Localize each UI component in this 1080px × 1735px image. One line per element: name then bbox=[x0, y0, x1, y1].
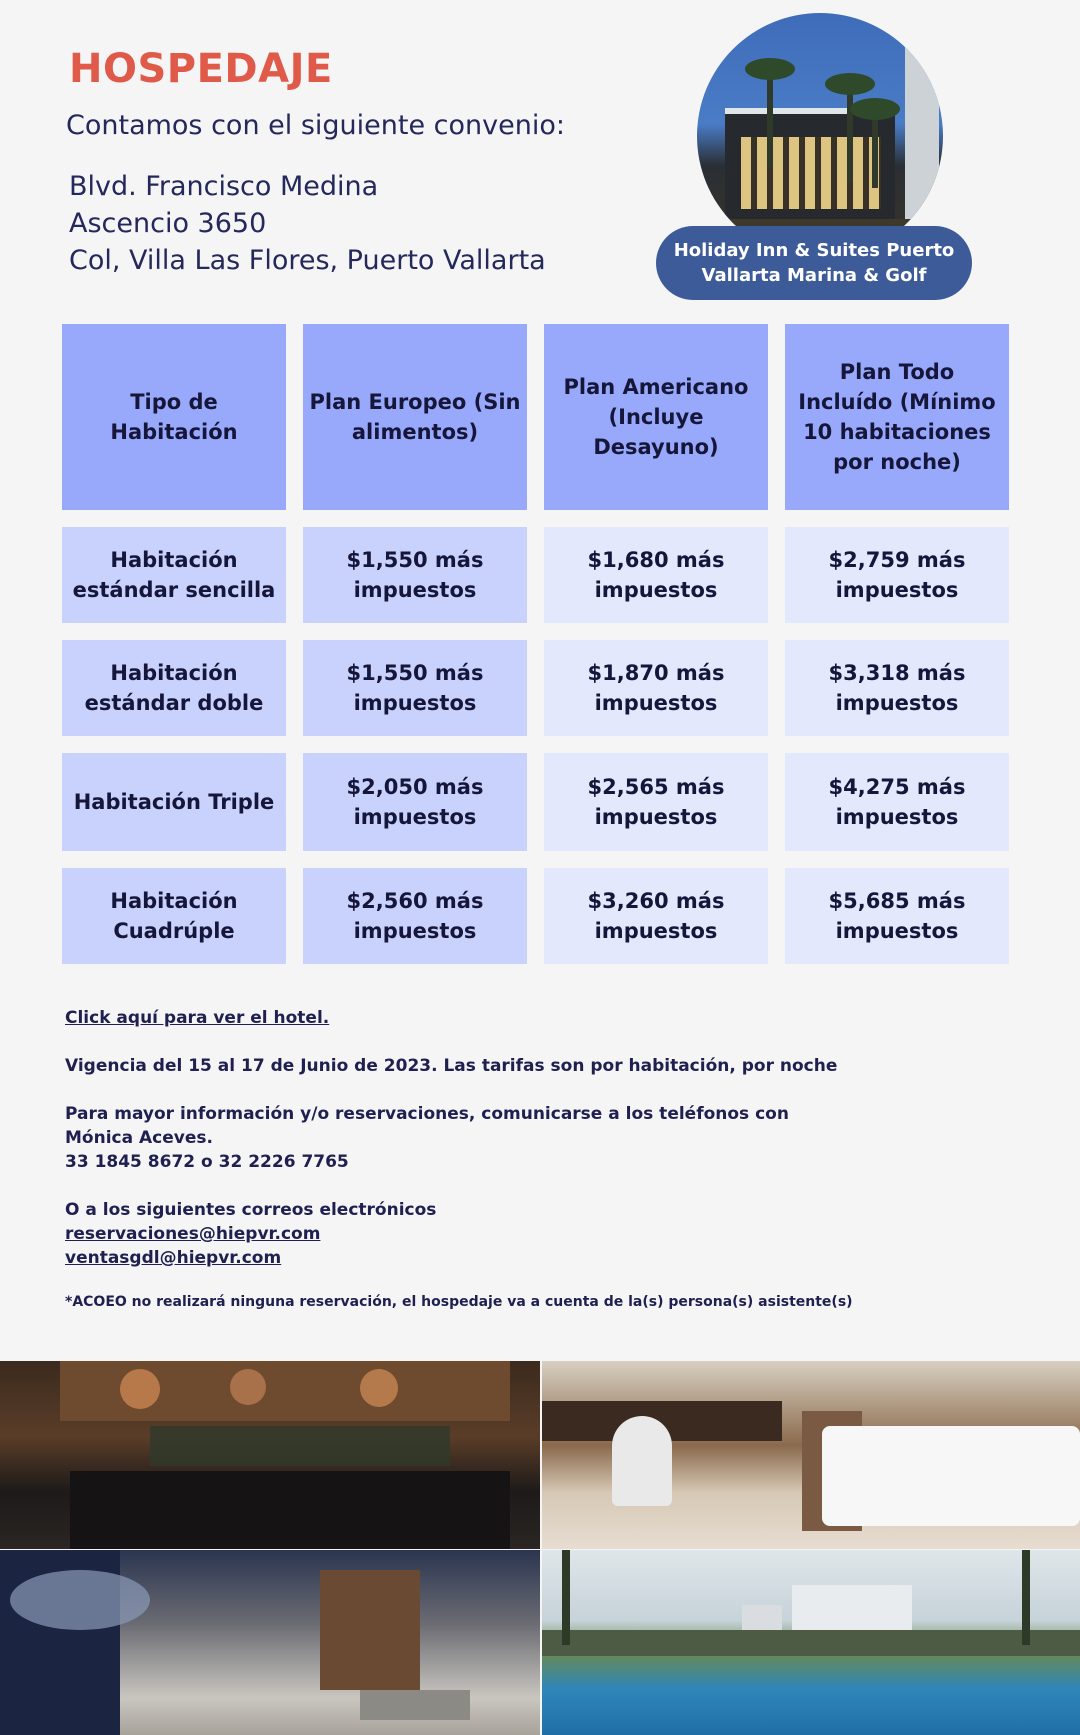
validity-text: Vigencia del 15 al 17 de Junio de 2023. Las tarifas son por habitación, por noche bbox=[65, 1056, 838, 1076]
room-type-cell: Habitación estándar doble bbox=[62, 640, 286, 736]
price-cell: $2,050 más impuestos bbox=[303, 753, 527, 851]
price-cell: $4,275 más impuestos bbox=[785, 753, 1009, 851]
email-link-ventas[interactable]: ventasgdl@hiepvr.com bbox=[65, 1248, 282, 1268]
hotel-name-line: Vallarta Marina & Golf bbox=[701, 265, 927, 286]
price-cell: $2,565 más impuestos bbox=[544, 753, 768, 851]
pool-photo bbox=[542, 1550, 1080, 1735]
contact-name: Mónica Aceves. bbox=[65, 1128, 213, 1148]
price-cell: $2,759 más impuestos bbox=[785, 527, 1009, 623]
address-line: Ascencio 3650 bbox=[69, 208, 267, 239]
price-cell: $1,550 más impuestos bbox=[303, 527, 527, 623]
hotel-address bbox=[69, 168, 546, 279]
price-cell: $2,560 más impuestos bbox=[303, 868, 527, 964]
phone-numbers: 33 1845 8672 o 32 2226 7765 bbox=[65, 1152, 349, 1172]
price-cell: $1,680 más impuestos bbox=[544, 527, 768, 623]
price-cell: $5,685 más impuestos bbox=[785, 868, 1009, 964]
price-cell: $3,318 más impuestos bbox=[785, 640, 1009, 736]
price-cell: $3,260 más impuestos bbox=[544, 868, 768, 964]
room-photo bbox=[542, 1361, 1080, 1549]
hotel-name-badge bbox=[656, 226, 972, 300]
view-hotel-link[interactable]: Click aquí para ver el hotel. bbox=[65, 1008, 330, 1028]
header-plan-americano: Plan Americano (Incluye Desayuno) bbox=[544, 324, 768, 510]
hotel-exterior-photo bbox=[697, 13, 943, 259]
page-title: HOSPEDAJE bbox=[69, 46, 333, 92]
header-plan-europeo: Plan Europeo (Sin alimentos) bbox=[303, 324, 527, 510]
room-type-cell: Habitación estándar sencilla bbox=[62, 527, 286, 623]
price-cell: $1,870 más impuestos bbox=[544, 640, 768, 736]
contact-line: Para mayor información y/o reservaciones, comunicarse a los teléfonos con bbox=[65, 1104, 789, 1124]
agreement-subtitle: Contamos con el siguiente convenio: bbox=[66, 110, 565, 141]
email-section bbox=[65, 1198, 436, 1270]
address-line: Col, Villa Las Flores, Puerto Vallarta bbox=[69, 245, 546, 276]
address-line: Blvd. Francisco Medina bbox=[69, 171, 379, 202]
lobby-photo bbox=[0, 1550, 540, 1735]
header-room-type: Tipo de Habitación bbox=[62, 324, 286, 510]
room-type-cell: Habitación Triple bbox=[62, 753, 286, 851]
room-type-cell: Habitación Cuadrúple bbox=[62, 868, 286, 964]
hotel-name-line: Holiday Inn & Suites Puerto bbox=[673, 240, 955, 261]
header-plan-todo-incluido: Plan Todo Incluído (Mínimo 10 habitaciones por noche) bbox=[785, 324, 1009, 510]
email-link-reservaciones[interactable]: reservaciones@hiepvr.com bbox=[65, 1224, 321, 1244]
contact-text bbox=[65, 1102, 789, 1174]
price-cell: $1,550 más impuestos bbox=[303, 640, 527, 736]
email-intro: O a los siguientes correos electrónicos bbox=[65, 1200, 437, 1220]
disclaimer-note: *ACOEO no realizará ninguna reservación, el hospedaje va a cuenta de la(s) persona(s) asistente(s) bbox=[65, 1294, 853, 1310]
restaurant-photo bbox=[0, 1361, 540, 1549]
